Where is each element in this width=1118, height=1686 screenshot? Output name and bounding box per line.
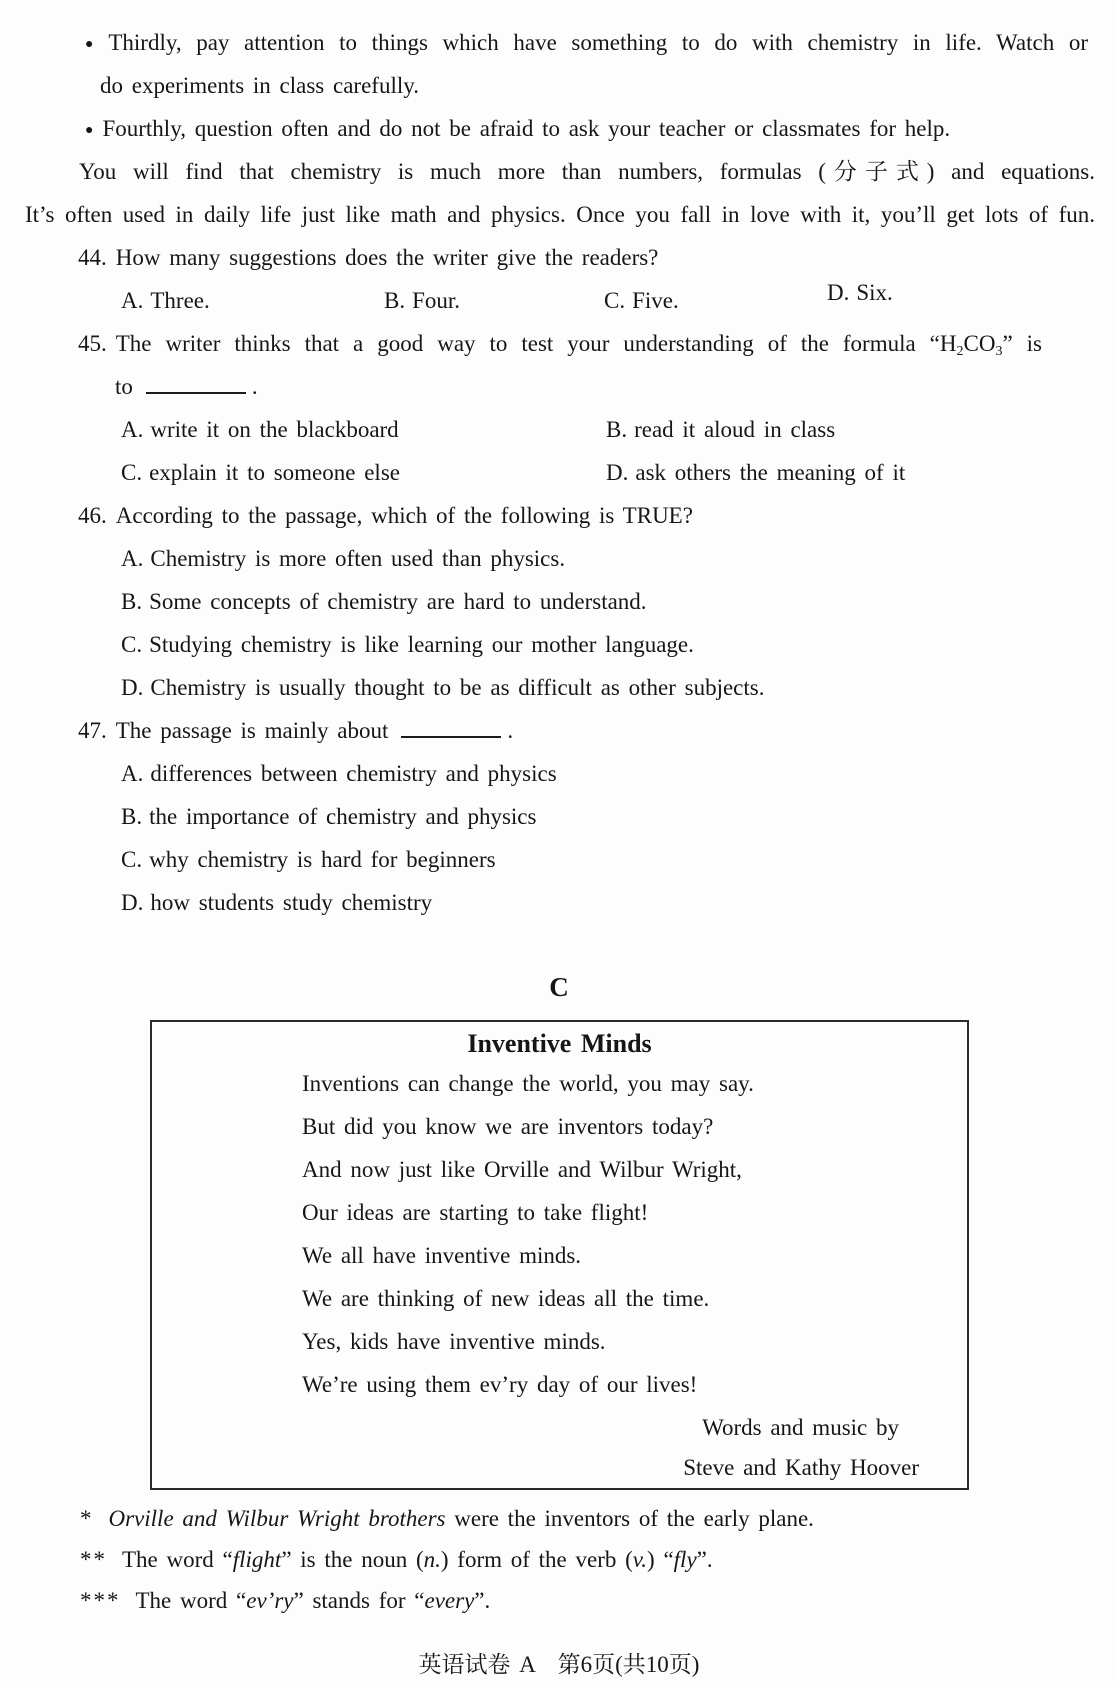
question-number: 45. [78,331,107,356]
option-text: Three. [150,288,210,313]
stem-text: . [507,718,514,743]
option-label: A. [121,546,144,571]
question-46-stem [78,494,1118,537]
option-c [121,451,606,494]
poem-line: And now just like Orville and Wilbur Wright, [302,1157,742,1182]
section-c-heading: C [549,972,569,1002]
poem-line: Yes, kids have inventive minds. [302,1329,606,1354]
option-b [121,580,1118,623]
option-label: D. [827,280,850,305]
poem-line: Inventions can change the world, you may say. [302,1071,754,1096]
question-text: The passage is mainly about [115,718,389,743]
option-text: ask others the meaning of it [635,460,906,485]
answer-blank [146,378,246,394]
option-text: write it on the blackboard [150,417,399,442]
footnote-text: Orville and Wilbur Wright brothers were the inventors of the early plane. [108,1506,814,1531]
asterisk-marker: * [80,1506,94,1531]
option-b [606,408,1118,451]
bullet-item [85,21,1088,64]
option-text: differences between chemistry and physics [150,761,557,786]
option-d [606,451,1118,494]
option-label: C. [121,460,143,485]
option-label: B. [121,804,143,829]
question-text: According to the passage, which of the following is TRUE? [115,503,693,528]
poem-line: We all have inventive minds. [302,1243,582,1268]
poem-line: We’re using them ev’ry day of our lives! [302,1372,698,1397]
question-number: 44. [78,245,107,270]
option-label: B. [121,589,143,614]
option-d [827,271,1118,314]
poem-title: Inventive Minds [467,1029,652,1058]
bullet-text: Thirdly, pay attention to things which have something to do with chemistry in life. Watch or [108,30,1088,55]
bullet-icon: ● [85,123,94,138]
poem-credit: Steve and Kathy Hoover [683,1455,919,1480]
option-text: Studying chemistry is like learning our mother language. [149,632,694,657]
option-label: C. [121,632,143,657]
option-text: Four. [412,288,461,313]
option-label: D. [121,890,144,915]
option-text: Six. [856,280,893,305]
footnote-text: The word “ev’ry” stands for “every”. [135,1588,491,1613]
option-text: how students study chemistry [150,890,433,915]
paragraph-line: It’s often used in daily life just like math and physics. Once you fall in love with it, you’ll get lots of fun. [25,202,1095,227]
option-a [121,408,606,451]
option-text: why chemistry is hard for beginners [149,847,496,872]
answer-blank [401,722,501,738]
option-d [121,666,1118,709]
question-45-stem-line2 [115,365,1118,408]
asterisk-marker: ** [80,1547,107,1572]
option-label: C. [604,288,626,313]
question-45-stem [78,322,1042,365]
question-text: How many suggestions does the writer give the readers? [115,245,659,270]
option-a [121,752,1118,795]
page-footer: 英语试卷 A 第6页(共10页) [418,1652,700,1677]
question-text: The writer thinks that a good way to test your understanding of the formula “H2CO3” is [115,331,1042,359]
footnote [80,1498,1118,1539]
option-text: explain it to someone else [149,460,400,485]
option-label: B. [606,417,628,442]
option-text: Five. [632,288,679,313]
stem-text: to [115,374,133,399]
option-label: B. [384,288,406,313]
option-a [121,537,1118,580]
option-d [121,881,1118,924]
bullet-text: Fourthly, question often and do not be afraid to ask your teacher or classmates for help. [102,116,951,141]
option-text: the importance of chemistry and physics [149,804,537,829]
poem-line: We are thinking of new ideas all the time. [302,1286,710,1311]
option-b [384,279,604,322]
option-label: C. [121,847,143,872]
question-45-options [121,408,1118,494]
option-c [604,279,827,322]
poem-credit: Words and music by [702,1415,899,1440]
bullet-icon: ● [85,37,100,52]
poem-line: Our ideas are starting to take flight! [302,1200,649,1225]
option-b [121,795,1118,838]
option-label: D. [606,460,629,485]
option-c [121,838,1118,881]
question-44-options [121,279,1118,322]
paragraph-line: You will find that chemistry is much more than numbers, formulas (分子式) and equations. [79,159,1095,184]
option-label: A. [121,761,144,786]
question-number: 47. [78,718,107,743]
footnote-text: The word “flight” is the noun (n.) form of the verb (v.) “fly”. [122,1547,713,1572]
option-a [121,279,384,322]
option-text: Chemistry is more often used than physics. [150,546,566,571]
bullet-text-continuation: do experiments in class carefully. [100,73,419,98]
option-text: Some concepts of chemistry are hard to understand. [149,589,647,614]
stem-text: . [251,374,258,399]
bullet-item [85,107,1088,150]
question-47-stem [78,709,1118,752]
option-c [121,623,1118,666]
option-label: A. [121,288,144,313]
footnote [80,1580,1118,1621]
option-text: Chemistry is usually thought to be as difficult as other subjects. [150,675,765,700]
option-text: read it aloud in class [634,417,836,442]
option-label: D. [121,675,144,700]
option-label: A. [121,417,144,442]
poem-box [150,1020,969,1490]
footnote [80,1539,1118,1580]
question-number: 46. [78,503,107,528]
poem-line: But did you know we are inventors today? [302,1114,714,1139]
asterisk-marker: *** [80,1588,121,1613]
